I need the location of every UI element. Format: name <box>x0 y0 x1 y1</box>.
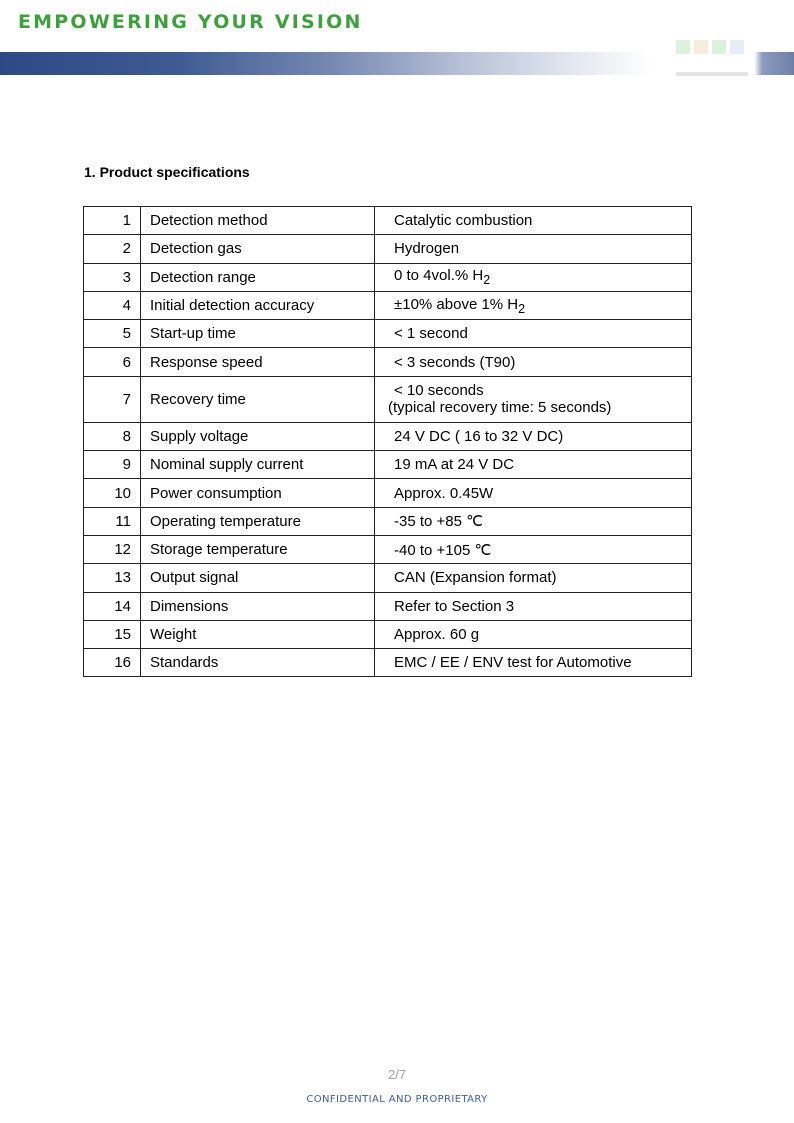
spec-item: Response speed <box>141 348 375 376</box>
spec-item: Weight <box>141 620 375 648</box>
subscript: 2 <box>518 301 526 316</box>
spec-value: < 3 seconds (T90) <box>375 348 692 376</box>
row-number: 2 <box>84 235 141 263</box>
spec-value <box>375 263 692 291</box>
table-row <box>84 422 692 450</box>
table-row <box>84 235 692 263</box>
spec-value: EMC / EE / ENV test for Automotive <box>375 649 692 677</box>
spec-value <box>375 376 692 422</box>
table-row <box>84 507 692 535</box>
spec-value: Refer to Section 3 <box>375 592 692 620</box>
spec-item: Supply voltage <box>141 422 375 450</box>
spec-item: Standards <box>141 649 375 677</box>
row-number: 5 <box>84 320 141 348</box>
table-row <box>84 376 692 422</box>
confidential-notice: CONFIDENTIAL AND PROPRIETARY <box>306 1094 488 1105</box>
row-number: 8 <box>84 422 141 450</box>
subscript: 2 <box>483 273 491 288</box>
spec-item: Recovery time <box>141 376 375 422</box>
spec-item: Operating temperature <box>141 507 375 535</box>
spec-value: Approx. 0.45W <box>375 479 692 507</box>
spec-item: Start-up time <box>141 320 375 348</box>
spec-value-text: 0 to 4vol.% H <box>394 267 484 285</box>
spec-value-text: < 10 seconds <box>394 382 484 400</box>
table-row <box>84 564 692 592</box>
spec-table <box>83 206 692 677</box>
table-row <box>84 263 692 291</box>
row-number: 13 <box>84 564 141 592</box>
row-number: 16 <box>84 649 141 677</box>
row-number: 11 <box>84 507 141 535</box>
spec-value <box>375 291 692 319</box>
brand-slogan: EMPOWERING YOUR VISION <box>18 11 363 33</box>
table-row <box>84 620 692 648</box>
table-row <box>84 320 692 348</box>
row-number: 14 <box>84 592 141 620</box>
page-number: 2/7 <box>387 1067 407 1082</box>
table-row <box>84 291 692 319</box>
spec-item: Dimensions <box>141 592 375 620</box>
row-number: 12 <box>84 535 141 563</box>
row-number: 4 <box>84 291 141 319</box>
spec-item: Output signal <box>141 564 375 592</box>
spec-item: Initial detection accuracy <box>141 291 375 319</box>
spec-item: Storage temperature <box>141 535 375 563</box>
row-number: 15 <box>84 620 141 648</box>
table-row <box>84 479 692 507</box>
table-row <box>84 592 692 620</box>
spec-value: 19 mA at 24 V DC <box>375 451 692 479</box>
row-number: 7 <box>84 376 141 422</box>
spec-value: Approx. 60 g <box>375 620 692 648</box>
row-number: 10 <box>84 479 141 507</box>
row-number: 9 <box>84 451 141 479</box>
spec-item: Detection method <box>141 207 375 235</box>
row-number: 6 <box>84 348 141 376</box>
table-row <box>84 451 692 479</box>
spec-item: Power consumption <box>141 479 375 507</box>
spec-item: Detection gas <box>141 235 375 263</box>
table-row <box>84 649 692 677</box>
spec-value: CAN (Expansion format) <box>375 564 692 592</box>
spec-value: < 1 second <box>375 320 692 348</box>
table-row <box>84 348 692 376</box>
row-number: 3 <box>84 263 141 291</box>
table-row <box>84 535 692 563</box>
spec-value: Hydrogen <box>375 235 692 263</box>
spec-value: 24 V DC ( 16 to 32 V DC) <box>375 422 692 450</box>
spec-value: -40 to +105 ℃ <box>375 535 692 563</box>
spec-value: Catalytic combustion <box>375 207 692 235</box>
section-title: 1. Product specifications <box>84 164 250 180</box>
spec-value-note: (typical recovery time: 5 seconds) <box>388 399 612 417</box>
spec-item: Detection range <box>141 263 375 291</box>
spec-value: -35 to +85 ℃ <box>375 507 692 535</box>
spec-value-text: ±10% above 1% H <box>394 295 519 313</box>
row-number: 1 <box>84 207 141 235</box>
spec-item: Nominal supply current <box>141 451 375 479</box>
company-logo-icon <box>668 34 758 80</box>
table-row <box>84 207 692 235</box>
